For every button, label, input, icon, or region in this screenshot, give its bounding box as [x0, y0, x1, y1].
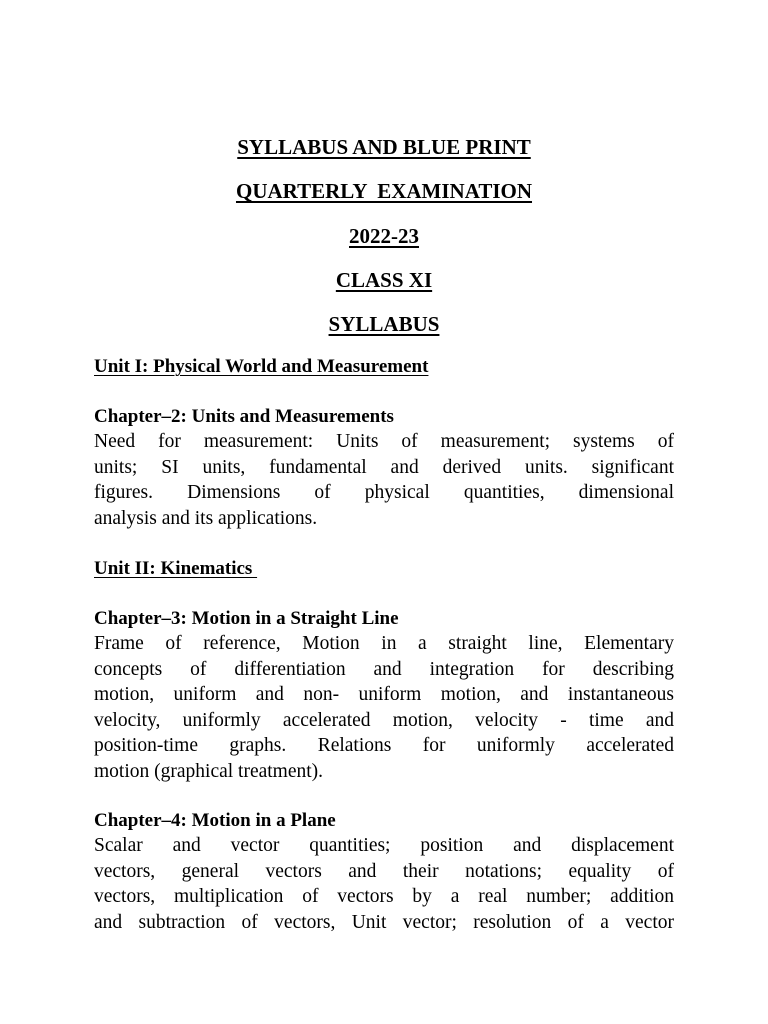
- doc-title-syllabus-blueprint: SYLLABUS AND BLUE PRINT: [237, 135, 531, 159]
- chapter-4-heading: Chapter–4: Motion in a Plane: [94, 810, 336, 831]
- unit-1-heading: Unit I: Physical World and Measurement: [94, 356, 429, 377]
- chapter-3-line: velocity, uniformly accelerated motion, velocity - time and: [94, 709, 674, 731]
- unit-2-heading: Unit II: Kinematics: [94, 558, 258, 579]
- chapter-3-body: [94, 631, 674, 784]
- chapter-2-line: Need for measurement: Units of measurement; systems of: [94, 431, 674, 452]
- chapter-4-body: [94, 833, 674, 935]
- chapter-2-line: units; SI units, fundamental and derived units. significant: [94, 456, 674, 478]
- chapter-2-line: analysis and its applications.: [94, 507, 318, 529]
- doc-title-year: 2022-23: [349, 224, 419, 248]
- chapter-3-line: position-time graphs. Relations for uniformly accelerated: [94, 735, 674, 756]
- doc-title-quarterly-exam: QUARTERLY EXAMINATION: [235, 179, 533, 203]
- chapter-3-line: Frame of reference, Motion in a straight line, Elementary: [94, 633, 674, 654]
- chapter-2-body: [94, 429, 674, 531]
- chapter-3-line: concepts of differentiation and integration for describing: [94, 658, 674, 680]
- doc-title-class: CLASS XI: [335, 268, 433, 292]
- chapter-4-line: vectors, multiplication of vectors by a real number; addition: [94, 886, 674, 907]
- chapter-2-line: figures. Dimensions of physical quantities, dimensional: [94, 482, 674, 503]
- chapter-4-line: Scalar and vector quantities; position and displacement: [94, 835, 674, 856]
- chapter-3-line: motion (graphical treatment).: [94, 760, 324, 782]
- chapter-3-line: motion, uniform and non- uniform motion, and instantaneous: [94, 684, 674, 705]
- doc-title-syllabus: SYLLABUS: [328, 312, 440, 336]
- chapter-3-heading: Chapter–3: Motion in a Straight Line: [94, 608, 399, 629]
- chapter-2-heading: Chapter–2: Units and Measurements: [94, 406, 394, 427]
- chapter-4-line: vectors, general vectors and their notations; equality of: [94, 860, 674, 882]
- chapter-4-line: and subtraction of vectors, Unit vector; resolution of a vector: [94, 911, 674, 933]
